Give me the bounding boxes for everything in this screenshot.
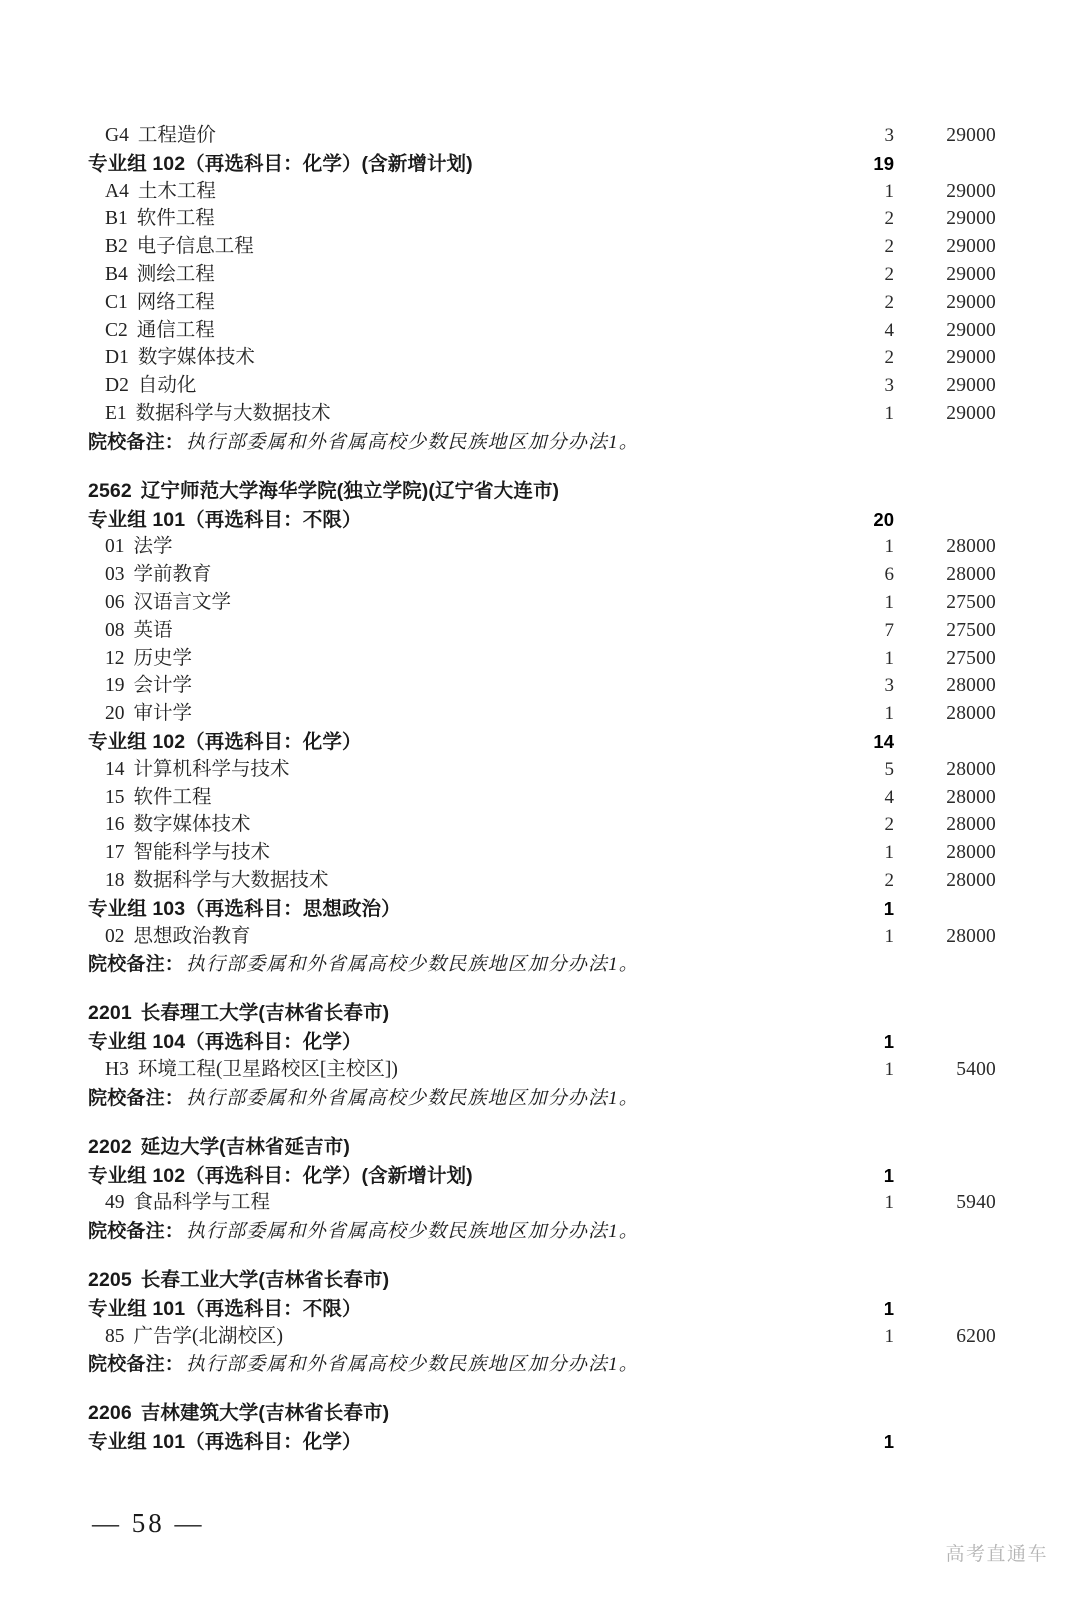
major-tuition-fee: 29000 <box>946 375 996 397</box>
major-enrollment-count: 6 <box>884 564 894 586</box>
major-tuition-fee: 28000 <box>946 786 996 808</box>
major-name: 软件工程 <box>133 786 212 808</box>
major-label <box>88 645 822 673</box>
major-enrollment-count: 1 <box>884 536 894 558</box>
major-tuition-fee: 29000 <box>946 236 996 258</box>
major-group-heading <box>88 1163 822 1191</box>
note-label: 院校备注： <box>88 1354 185 1376</box>
major-group-count: 1 <box>883 1431 894 1453</box>
school-row[interactable] <box>88 1134 996 1162</box>
major-enrollment-count: 1 <box>884 402 894 424</box>
major-group-count: 1 <box>883 897 894 919</box>
school-row[interactable] <box>88 1400 996 1428</box>
school-note-row <box>88 950 996 979</box>
school-name: 辽宁师范大学海华学院(独立学院)(辽宁省大连市) <box>140 479 560 502</box>
major-code: B4 <box>105 263 128 285</box>
major-enrollment-count: 3 <box>884 675 894 697</box>
major-tuition-fee: 29000 <box>946 402 996 424</box>
major-name: 软件工程 <box>136 208 215 230</box>
major-row[interactable] <box>88 261 996 289</box>
major-enrollment-count: 4 <box>884 319 894 341</box>
major-group-row[interactable] <box>88 895 996 923</box>
admission-plan-list <box>88 122 996 1456</box>
school-note <box>88 1084 822 1113</box>
major-code: B1 <box>105 208 128 230</box>
major-enrollment-count: 2 <box>884 263 894 285</box>
major-row[interactable] <box>88 756 996 784</box>
major-code: 03 <box>105 564 125 586</box>
major-code: C2 <box>105 319 128 341</box>
major-tuition-fee: 5400 <box>956 1058 996 1080</box>
major-group-count: 14 <box>873 730 894 752</box>
major-code: 06 <box>105 591 125 613</box>
major-label <box>88 1056 822 1084</box>
major-group-name: 专业组 104（再选科目：化学） <box>88 1031 362 1054</box>
major-tuition-fee: 27500 <box>946 591 996 613</box>
major-group-row[interactable] <box>88 1162 996 1190</box>
major-enrollment-count: 1 <box>884 703 894 725</box>
major-label <box>88 589 822 617</box>
major-code: 01 <box>105 536 125 558</box>
major-tuition-fee: 29000 <box>946 347 996 369</box>
section-gap <box>88 1113 996 1134</box>
major-code: C1 <box>105 291 128 313</box>
school-note-row <box>88 428 996 457</box>
major-group-count: 1 <box>883 1164 894 1186</box>
section-gap <box>88 457 996 478</box>
major-group-row[interactable] <box>88 1028 996 1056</box>
major-tuition-fee: 29000 <box>946 180 996 202</box>
major-name: 数据科学与大数据技术 <box>135 402 331 424</box>
major-enrollment-count: 1 <box>884 1325 894 1347</box>
major-group-count: 1 <box>883 1031 894 1053</box>
major-enrollment-count: 4 <box>884 786 894 808</box>
school-note <box>88 1217 822 1246</box>
major-enrollment-count: 1 <box>884 1058 894 1080</box>
major-row[interactable] <box>88 561 996 589</box>
major-tuition-fee: 28000 <box>946 703 996 725</box>
major-group-heading <box>88 151 822 179</box>
section-gap <box>88 979 996 1000</box>
major-row[interactable] <box>88 589 996 617</box>
major-name: 网络工程 <box>136 291 215 313</box>
major-name: 环境工程(卫星路校区[主校区]) <box>137 1058 398 1080</box>
major-group-name: 专业组 101（再选科目：化学） <box>88 1431 362 1454</box>
major-group-count: 20 <box>873 508 894 530</box>
major-label <box>88 400 822 428</box>
school-row[interactable] <box>88 1000 996 1028</box>
major-code: H3 <box>105 1058 129 1080</box>
major-label <box>88 784 822 812</box>
school-heading <box>88 1134 822 1162</box>
major-name: 历史学 <box>133 647 193 669</box>
major-name: 数字媒体技术 <box>137 347 255 369</box>
major-tuition-fee: 29000 <box>946 208 996 230</box>
major-group-name: 专业组 102（再选科目：化学）(含新增计划) <box>88 1164 473 1187</box>
major-label <box>88 372 822 400</box>
major-tuition-fee: 27500 <box>946 647 996 669</box>
major-row[interactable] <box>88 839 996 867</box>
watermark-label: 高考直通车 <box>945 1544 1048 1565</box>
school-name: 吉林建筑大学(吉林省长春市) <box>140 1402 390 1425</box>
major-row[interactable] <box>88 400 996 428</box>
major-row[interactable] <box>88 122 996 150</box>
school-note-row <box>88 1350 996 1379</box>
major-row[interactable] <box>88 1189 996 1217</box>
major-group-row[interactable] <box>88 506 996 534</box>
school-heading <box>88 1000 822 1028</box>
major-name: 智能科学与技术 <box>133 842 271 864</box>
note-text: 执行部委属和外省属高校少数民族地区加分办法1。 <box>186 1221 639 1243</box>
major-code: G4 <box>105 125 129 146</box>
school-heading <box>88 1267 822 1295</box>
major-code: 19 <box>105 675 125 697</box>
major-tuition-fee: 29000 <box>946 291 996 313</box>
major-enrollment-count: 2 <box>884 208 894 230</box>
major-group-row[interactable] <box>88 1295 996 1323</box>
major-name: 数字媒体技术 <box>133 814 251 836</box>
school-name: 延边大学(吉林省延吉市) <box>140 1135 350 1158</box>
major-name: 思想政治教育 <box>133 925 251 947</box>
major-code: 08 <box>105 619 125 641</box>
major-row[interactable] <box>88 205 996 233</box>
major-label <box>88 344 822 372</box>
school-name: 长春理工大学(吉林省长春市) <box>140 1002 390 1025</box>
major-row[interactable] <box>88 645 996 673</box>
major-tuition-fee: 27500 <box>946 619 996 641</box>
major-code: 17 <box>105 842 125 864</box>
major-tuition-fee: 28000 <box>946 758 996 780</box>
school-heading <box>88 1400 822 1428</box>
major-row[interactable] <box>88 289 996 317</box>
major-enrollment-count: 1 <box>884 925 894 947</box>
major-row[interactable] <box>88 372 996 400</box>
major-name: 汉语言文学 <box>133 591 232 613</box>
major-label <box>88 672 822 700</box>
major-group-heading <box>88 729 822 757</box>
major-row[interactable] <box>88 178 996 206</box>
major-enrollment-count: 5 <box>884 758 894 780</box>
major-group-name: 专业组 102（再选科目：化学）(含新增计划) <box>88 152 473 175</box>
note-label: 院校备注： <box>88 1221 185 1243</box>
major-label <box>88 756 822 784</box>
major-name: 电子信息工程 <box>136 236 254 258</box>
major-group-heading <box>88 1429 822 1457</box>
major-code: 85 <box>105 1325 125 1347</box>
major-enrollment-count: 3 <box>884 375 894 397</box>
school-code: 2205 <box>88 1269 132 1292</box>
major-enrollment-count: 1 <box>884 1192 894 1214</box>
major-group-row[interactable] <box>88 150 996 178</box>
major-name: 自动化 <box>137 375 197 397</box>
school-note <box>88 428 822 457</box>
major-enrollment-count: 2 <box>884 347 894 369</box>
major-name: 计算机科学与技术 <box>133 758 290 780</box>
major-group-heading <box>88 896 822 924</box>
note-text: 执行部委属和外省属高校少数民族地区加分办法1。 <box>186 954 639 976</box>
major-enrollment-count: 1 <box>884 647 894 669</box>
major-enrollment-count: 2 <box>884 814 894 836</box>
major-tuition-fee: 29000 <box>946 263 996 285</box>
major-name: 审计学 <box>133 703 193 725</box>
major-name: 工程造价 <box>137 125 216 146</box>
major-tuition-fee: 28000 <box>946 564 996 586</box>
major-row[interactable] <box>88 1056 996 1084</box>
major-label <box>88 261 822 289</box>
major-name: 测绘工程 <box>136 263 215 285</box>
major-group-row[interactable] <box>88 728 996 756</box>
major-name: 法学 <box>133 536 173 558</box>
major-code: 02 <box>105 925 125 947</box>
major-name: 食品科学与工程 <box>133 1192 271 1214</box>
note-label: 院校备注： <box>88 954 185 976</box>
major-group-count: 1 <box>883 1297 894 1319</box>
major-label <box>88 923 822 951</box>
major-label <box>88 700 822 728</box>
major-code: 15 <box>105 786 125 808</box>
major-row[interactable] <box>88 233 996 261</box>
major-code: 12 <box>105 647 125 669</box>
school-note-row <box>88 1217 996 1246</box>
major-label <box>88 178 822 206</box>
major-label <box>88 317 822 345</box>
major-label <box>88 533 822 561</box>
major-tuition-fee: 29000 <box>946 319 996 341</box>
major-enrollment-count: 1 <box>884 591 894 613</box>
major-row[interactable] <box>88 1323 996 1351</box>
major-tuition-fee: 29000 <box>946 125 996 146</box>
major-row[interactable] <box>88 317 996 345</box>
major-group-name: 专业组 101（再选科目：不限） <box>88 508 362 531</box>
major-label <box>88 233 822 261</box>
major-tuition-fee: 28000 <box>946 842 996 864</box>
major-enrollment-count: 7 <box>884 619 894 641</box>
major-code: B2 <box>105 236 128 258</box>
major-label <box>88 1189 822 1217</box>
major-group-heading <box>88 1029 822 1057</box>
major-name: 土木工程 <box>137 180 216 202</box>
major-row[interactable] <box>88 344 996 372</box>
major-group-heading <box>88 507 822 535</box>
school-heading <box>88 478 822 506</box>
school-note <box>88 1350 822 1379</box>
major-label <box>88 867 822 895</box>
major-code: 16 <box>105 814 125 836</box>
school-note-row <box>88 1084 996 1113</box>
major-row[interactable] <box>88 672 996 700</box>
major-code: D2 <box>105 375 129 397</box>
note-label: 院校备注： <box>88 1087 185 1109</box>
major-label <box>88 811 822 839</box>
school-code: 2562 <box>88 479 132 502</box>
major-name: 会计学 <box>133 675 193 697</box>
major-enrollment-count: 2 <box>884 869 894 891</box>
school-row[interactable] <box>88 1267 996 1295</box>
major-enrollment-count: 3 <box>884 125 894 146</box>
major-tuition-fee: 28000 <box>946 675 996 697</box>
school-code: 2202 <box>88 1135 132 1158</box>
school-name: 长春工业大学(吉林省长春市) <box>140 1269 390 1292</box>
section-gap <box>88 1379 996 1400</box>
major-label <box>88 205 822 233</box>
major-name: 通信工程 <box>136 319 215 341</box>
major-label <box>88 122 822 150</box>
school-note <box>88 950 822 979</box>
note-text: 执行部委属和外省属高校少数民族地区加分办法1。 <box>186 1354 639 1376</box>
major-row[interactable] <box>88 867 996 895</box>
major-code: D1 <box>105 347 129 369</box>
major-tuition-fee: 28000 <box>946 925 996 947</box>
note-text: 执行部委属和外省属高校少数民族地区加分办法1。 <box>186 1087 639 1109</box>
major-enrollment-count: 2 <box>884 236 894 258</box>
major-group-row[interactable] <box>88 1428 996 1456</box>
major-tuition-fee: 6200 <box>956 1325 996 1347</box>
major-tuition-fee: 28000 <box>946 869 996 891</box>
note-label: 院校备注： <box>88 431 185 453</box>
major-group-name: 专业组 101（再选科目：不限） <box>88 1297 362 1320</box>
major-code: 14 <box>105 758 125 780</box>
major-name: 数据科学与大数据技术 <box>133 869 329 891</box>
major-label <box>88 289 822 317</box>
school-code: 2206 <box>88 1402 132 1425</box>
major-row[interactable] <box>88 811 996 839</box>
major-code: A4 <box>105 180 129 202</box>
page-number: — 58 — <box>92 1508 205 1538</box>
major-name: 广告学(北湖校区) <box>133 1325 283 1347</box>
major-name: 学前教育 <box>133 564 212 586</box>
major-row[interactable] <box>88 784 996 812</box>
school-code: 2201 <box>88 1002 132 1025</box>
major-tuition-fee: 28000 <box>946 536 996 558</box>
major-group-name: 专业组 103（再选科目：思想政治） <box>88 897 401 920</box>
major-row[interactable] <box>88 923 996 951</box>
major-tuition-fee: 28000 <box>946 814 996 836</box>
major-row[interactable] <box>88 533 996 561</box>
major-name: 英语 <box>133 619 173 641</box>
major-row[interactable] <box>88 700 996 728</box>
major-enrollment-count: 2 <box>884 291 894 313</box>
major-group-heading <box>88 1296 822 1324</box>
major-tuition-fee: 5940 <box>956 1192 996 1214</box>
major-label <box>88 1323 822 1351</box>
major-enrollment-count: 1 <box>884 180 894 202</box>
major-label <box>88 839 822 867</box>
major-label <box>88 617 822 645</box>
major-group-count: 19 <box>873 152 894 174</box>
major-code: 18 <box>105 869 125 891</box>
school-row[interactable] <box>88 478 996 506</box>
major-group-name: 专业组 102（再选科目：化学） <box>88 730 362 753</box>
note-text: 执行部委属和外省属高校少数民族地区加分办法1。 <box>186 431 639 453</box>
major-row[interactable] <box>88 617 996 645</box>
major-enrollment-count: 1 <box>884 842 894 864</box>
major-code: 20 <box>105 703 125 725</box>
major-label <box>88 561 822 589</box>
section-gap <box>88 1246 996 1267</box>
major-code: 49 <box>105 1192 125 1214</box>
major-code: E1 <box>105 402 127 424</box>
